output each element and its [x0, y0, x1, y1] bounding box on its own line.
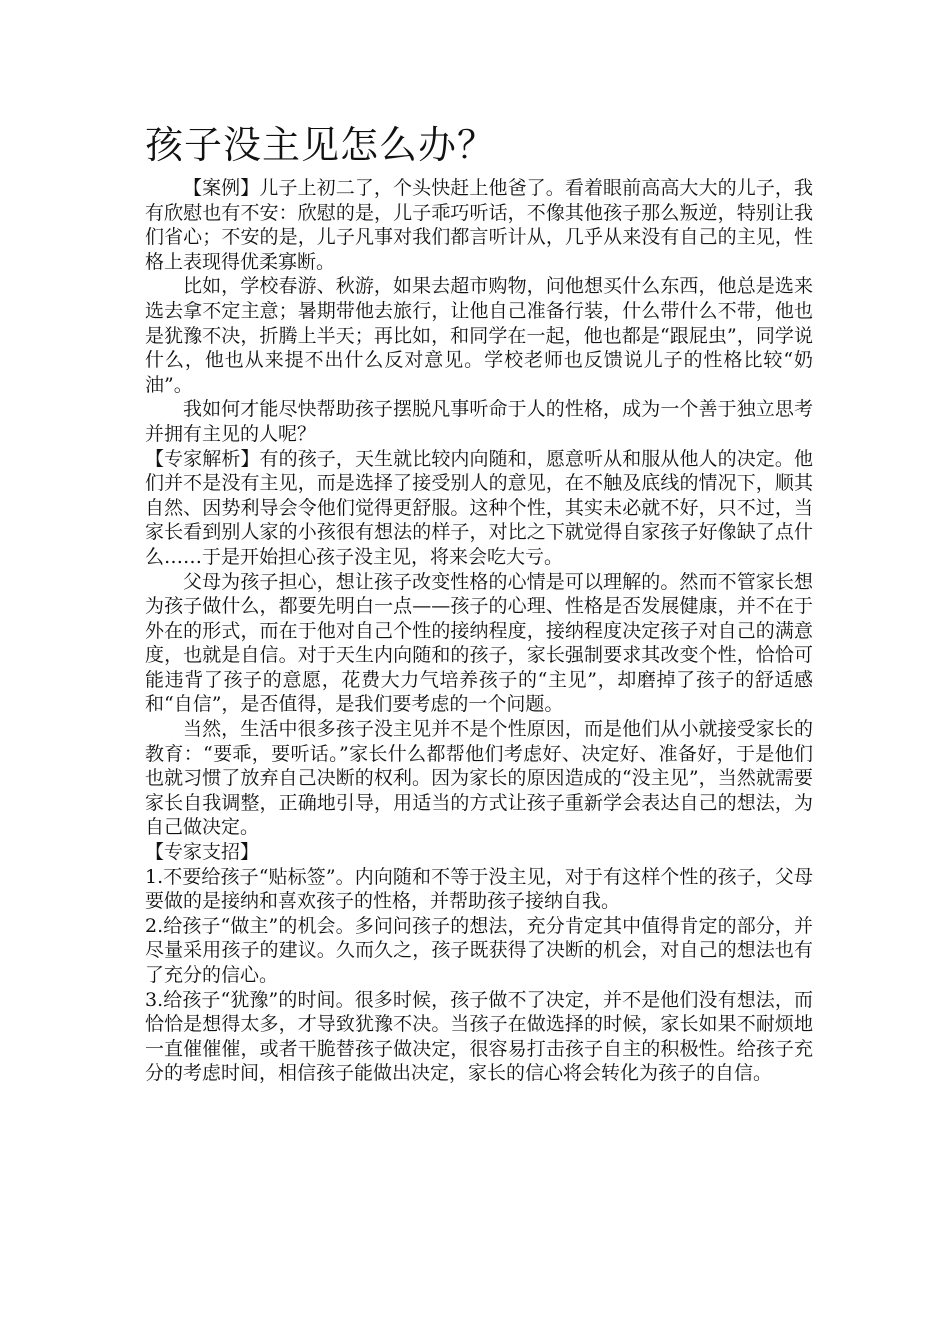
page-title: 孩子没主见怎么办？ [145, 123, 497, 167]
tip-item-3: 3.给孩子“犹豫”的时间。很多时候，孩子做不了决定，并不是他们没有想法，而恰恰是想得太多，才导致犹豫不决。当孩子在做选择的时候，家长如果不耐烦地一直催催催，或者干脆替孩子做决定，很容易打击孩子自主的积极性。给孩子充分的考虑时间，相信孩子能做出决定，家长的信心将会转化为孩子的自信。 [145, 988, 813, 1085]
analysis-paragraph-2: 父母为孩子担心，想让孩子改变性格的心情是可以理解的。然而不管家长想为孩子做什么，都要先明白一点——孩子的心理、性格是否发展健康，并不在于外在的形式，而在于他对自己个性的接纳程度，接纳程度决定孩子对自己的满意度，也就是自信。对于天生内向随和的孩子，家长强制要求其改变个性，恰恰可能违背了孩子的意愿，花费大力气培养孩子的“主见”，却磨掉了孩子的舒适感和“自信”，是否值得，是我们要考虑的一个问题。 [145, 570, 813, 716]
expert-analysis-paragraph: 【专家解析】有的孩子，天生就比较内向随和，愿意听从和服从他人的决定。他们并不是没有主见，而是选择了接受别人的意见，在不触及底线的情况下，顺其自然、因势利导会令他们觉得更舒服。这种个性，其实未必就不好，只不过，当家长看到别人家的小孩很有想法的样子，对比之下就觉得自家孩子好像缺了点什么……于是开始担心孩子没主见，将来会吃大亏。 [145, 447, 813, 568]
analysis-paragraph-3: 当然，生活中很多孩子没主见并不是个性原因，而是他们从小就接受家长的教育：“要乖，要听话。”家长什么都帮他们考虑好、决定好、准备好，于是他们也就习惯了放弃自己决断的权利。因为家长的原因造成的“没主见”，当然就需要家长自我调整，正确地引导，用适当的方式让孩子重新学会表达自己的想法，为自己做决定。 [145, 718, 813, 839]
case-example-paragraph: 比如，学校春游、秋游，如果去超市购物，问他想买什么东西，他总是选来选去拿不定主意；暑期带他去旅行，让他自己准备行装，什么带什么不带，他也是犹豫不决，折腾上半天；再比如，和同学在一起，他也都是“跟屁虫”，同学说什么，他也从来提不出什么反对意见。学校老师也反馈说儿子的性格比较“奶油”。 [145, 275, 813, 396]
expert-tips-heading: 【专家支招】 [145, 841, 260, 864]
tip-item-2: 2.给孩子“做主”的机会。多问问孩子的想法，充分肯定其中值得肯定的部分，并尽量采用孩子的建议。久而久之，孩子既获得了决断的机会，对自己的想法也有了充分的信心。 [145, 914, 813, 986]
case-paragraph: 【案例】儿子上初二了，个头快赶上他爸了。看着眼前高高大大的儿子，我有欣慰也有不安：欣慰的是，儿子乖巧听话，不像其他孩子那么叛逆，特别让我们省心；不安的是，儿子凡事对我们都言听计从，几乎从来没有自己的主见，性格上表现得优柔寡断。 [145, 177, 813, 273]
case-question-paragraph: 我如何才能尽快帮助孩子摆脱凡事听命于人的性格，成为一个善于独立思考并拥有主见的人呢？ [145, 398, 813, 445]
tip-item-1: 1.不要给孩子“贴标签”。内向随和不等于没主见，对于有这样个性的孩子，父母要做的是接纳和喜欢孩子的性格，并帮助孩子接纳自我。 [145, 865, 813, 913]
document-page [145, 120, 813, 1086]
